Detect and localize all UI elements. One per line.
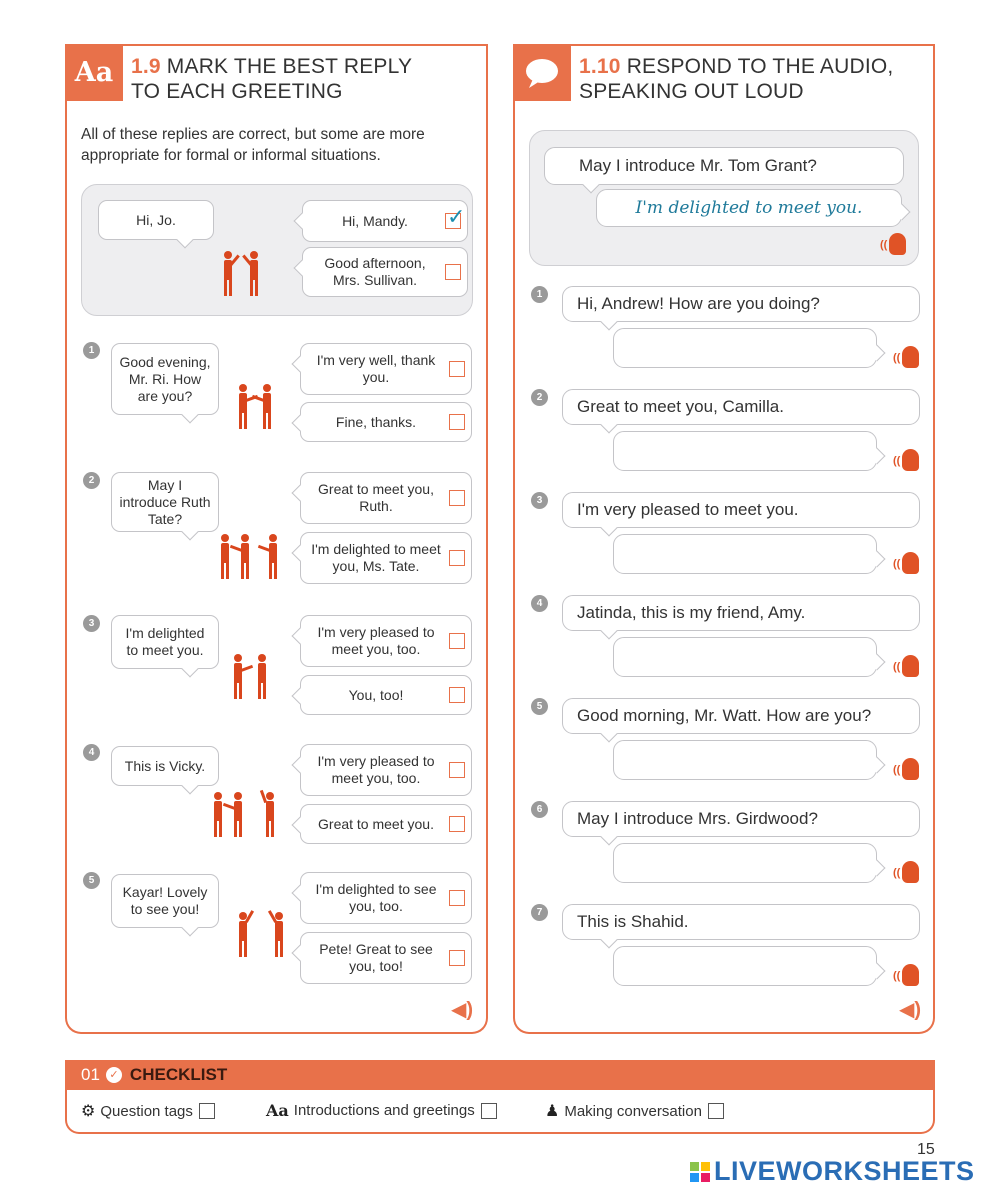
item-3-option-2-text: You, too!	[348, 686, 404, 703]
item-5-option-1-checkbox[interactable]	[449, 890, 465, 906]
exercise-1-10-panel	[513, 44, 935, 1034]
item-4-option-2-text: Great to meet you.	[318, 815, 434, 832]
item-5-prompt-bubble	[562, 698, 920, 734]
exercise-1-9-panel	[65, 44, 488, 1034]
liveworksheets-logo	[690, 1156, 975, 1187]
item-4-option-1-text: I'm very pleased to meet you, too.	[317, 753, 435, 786]
item-3-option-1-checkbox[interactable]	[449, 633, 465, 649]
item-1-prompt: Good evening, Mr. Ri. How are you?	[119, 353, 211, 404]
speaking-head-icon: ((	[893, 861, 919, 883]
aa-badge-icon: Aa	[65, 44, 123, 101]
checklist-checkbox[interactable]	[708, 1103, 724, 1119]
item-4-prompt: Jatinda, this is my friend, Amy.	[577, 603, 806, 622]
item-4-option-1-checkbox[interactable]	[449, 762, 465, 778]
item-4-prompt: This is Vicky.	[124, 757, 206, 774]
checklist-item-label: Introductions and greetings	[293, 1102, 475, 1119]
example-option-1-text: Hi, Mandy.	[342, 212, 408, 229]
panel-top-border	[513, 44, 935, 46]
item-2-answer-box[interactable]	[613, 431, 877, 471]
example-prompt-bubble	[98, 200, 214, 240]
example-option-2	[302, 247, 468, 297]
item-2-prompt-bubble	[562, 389, 920, 425]
speaking-head-icon: ((	[880, 233, 906, 255]
title-line-2: SPEAKING OUT LOUD	[579, 80, 804, 103]
item-2-option-1-text: Great to meet you, Ruth.	[318, 481, 434, 514]
item-5-option-2-text: Pete! Great to see you, too!	[319, 941, 433, 974]
aa-icon: Aa	[266, 1101, 289, 1120]
gears-icon: ⚙	[81, 1103, 96, 1120]
item-5-answer-box[interactable]	[613, 740, 877, 780]
item-2-prompt-bubble	[111, 472, 219, 532]
checklist-number: 01	[81, 1065, 100, 1084]
example-reply: I'm delighted to meet you.	[635, 198, 863, 218]
example-box	[529, 130, 919, 266]
item-4-prompt-bubble	[562, 595, 920, 631]
item-number-7: 7	[531, 904, 548, 921]
item-5-option-2	[300, 932, 472, 984]
speaking-head-icon: ((	[893, 346, 919, 368]
example-reply-bubble	[596, 189, 902, 227]
item-3-option-1	[300, 615, 472, 667]
example-prompt-bubble	[544, 147, 904, 185]
checklist-item-label: Making conversation	[564, 1102, 702, 1120]
panel-top-border	[65, 44, 488, 46]
checklist-item-introductions	[266, 1101, 497, 1120]
item-7-prompt: This is Shahid.	[577, 912, 689, 931]
item-6-prompt-bubble	[562, 801, 920, 837]
item-number-1: 1	[83, 342, 100, 359]
exercise-number: 1.10	[579, 55, 621, 78]
item-3-option-1-text: I'm very pleased to meet you, too.	[317, 624, 435, 657]
checklist-title: CHECKLIST	[129, 1065, 228, 1084]
item-3-prompt-bubble	[111, 615, 219, 669]
checklist-header	[65, 1060, 935, 1090]
item-1-answer-box[interactable]	[613, 328, 877, 368]
item-number-4: 4	[83, 744, 100, 761]
example-prompt: May I introduce Mr. Tom Grant?	[579, 156, 817, 175]
speaking-head-icon: ((	[893, 449, 919, 471]
example-option-2-text: Good afternoon, Mrs. Sullivan.	[324, 255, 426, 288]
checklist-panel	[65, 1060, 935, 1134]
exercise-1-10-title	[579, 54, 893, 104]
example-box	[81, 184, 473, 316]
item-6-prompt: May I introduce Mrs. Girdwood?	[577, 809, 818, 828]
item-5-option-1	[300, 872, 472, 924]
item-4-option-2-checkbox[interactable]	[449, 816, 465, 832]
speech-bubble-icon	[513, 44, 571, 101]
item-3-option-2-checkbox[interactable]	[449, 687, 465, 703]
item-2-option-2-text: I'm delighted to meet you, Ms. Tate.	[311, 541, 441, 574]
item-2-prompt: May I introduce Ruth Tate?	[119, 476, 211, 527]
checklist-checkbox[interactable]	[199, 1103, 215, 1119]
item-number-3: 3	[531, 492, 548, 509]
example-checkbox-checked[interactable]	[445, 204, 466, 229]
item-3-prompt: I'm delighted to meet you.	[125, 625, 205, 658]
item-2-option-1	[300, 472, 472, 524]
item-4-option-2	[300, 804, 472, 844]
exercise-number: 1.9	[131, 55, 161, 78]
item-number-5: 5	[83, 872, 100, 889]
item-5-prompt: Good morning, Mr. Watt. How are you?	[577, 706, 872, 725]
item-number-1: 1	[531, 286, 548, 303]
item-5-prompt: Kayar! Lovely to see you!	[122, 884, 208, 917]
item-1-option-1	[300, 343, 472, 395]
item-7-prompt-bubble	[562, 904, 920, 940]
audio-speaker-icon[interactable]: ◀)	[451, 999, 474, 1021]
checklist-item-question-tags	[81, 1101, 215, 1121]
speaking-head-icon: ((	[893, 655, 919, 677]
speaking-head-icon: ((	[893, 758, 919, 780]
item-1-option-2	[300, 402, 472, 442]
speaking-head-icon: ((	[893, 552, 919, 574]
item-4-prompt-bubble	[111, 746, 219, 786]
checklist-item-making-conversation	[545, 1101, 724, 1121]
example-checkbox[interactable]	[445, 264, 461, 280]
item-number-5: 5	[531, 698, 548, 715]
checklist-checkbox[interactable]	[481, 1103, 497, 1119]
logo-squares-icon	[690, 1162, 710, 1182]
item-3-prompt-bubble	[562, 492, 920, 528]
item-1-option-1-text: I'm very well, thank you.	[316, 352, 436, 385]
item-number-3: 3	[83, 615, 100, 632]
item-1-option-2-text: Fine, thanks.	[335, 413, 417, 430]
audio-speaker-icon[interactable]: ◀)	[899, 999, 922, 1021]
check-circle-icon: ✓	[106, 1067, 122, 1083]
title-line-2: TO EACH GREETING	[131, 80, 343, 103]
item-number-6: 6	[531, 801, 548, 818]
item-1-prompt-bubble	[111, 343, 219, 415]
item-7-answer-box[interactable]	[613, 946, 877, 986]
item-2-option-2-checkbox[interactable]	[449, 550, 465, 566]
item-1-option-1-checkbox[interactable]	[449, 361, 465, 377]
brand-text: LIVEWORKSHEETS	[714, 1156, 975, 1186]
item-4-answer-box[interactable]	[613, 637, 877, 677]
item-2-option-2	[300, 532, 472, 584]
title-line-1: MARK THE BEST REPLY	[166, 55, 413, 78]
speaking-head-icon: ((	[893, 964, 919, 986]
exercise-1-9-title	[131, 54, 412, 104]
item-1-prompt: Hi, Andrew! How are you doing?	[577, 294, 820, 313]
example-option-1	[302, 200, 468, 242]
item-3-option-2	[300, 675, 472, 715]
instructions: All of these replies are correct, but some are more appropriate for formal or informal situations.	[81, 126, 425, 164]
title-line-1: RESPOND TO THE AUDIO,	[626, 55, 894, 78]
people-icon: ♟	[545, 1103, 560, 1120]
item-5-prompt-bubble	[111, 874, 219, 928]
check-mark-icon: ✓	[447, 204, 466, 229]
item-6-answer-box[interactable]	[613, 843, 877, 883]
example-prompt: Hi, Jo.	[136, 211, 176, 228]
item-number-2: 2	[83, 472, 100, 489]
checklist-item-label: Question tags	[100, 1102, 193, 1120]
item-3-answer-box[interactable]	[613, 534, 877, 574]
item-2-option-1-checkbox[interactable]	[449, 490, 465, 506]
item-3-prompt: I'm very pleased to meet you.	[577, 500, 799, 519]
item-1-prompt-bubble	[562, 286, 920, 322]
item-4-option-1	[300, 744, 472, 796]
page-number: 15	[917, 1141, 935, 1158]
item-2-prompt: Great to meet you, Camilla.	[577, 397, 784, 416]
item-5-option-1-text: I'm delighted to see you, too.	[315, 881, 437, 914]
item-number-2: 2	[531, 389, 548, 406]
item-1-option-2-checkbox[interactable]	[449, 414, 465, 430]
item-number-4: 4	[531, 595, 548, 612]
item-5-option-2-checkbox[interactable]	[449, 950, 465, 966]
